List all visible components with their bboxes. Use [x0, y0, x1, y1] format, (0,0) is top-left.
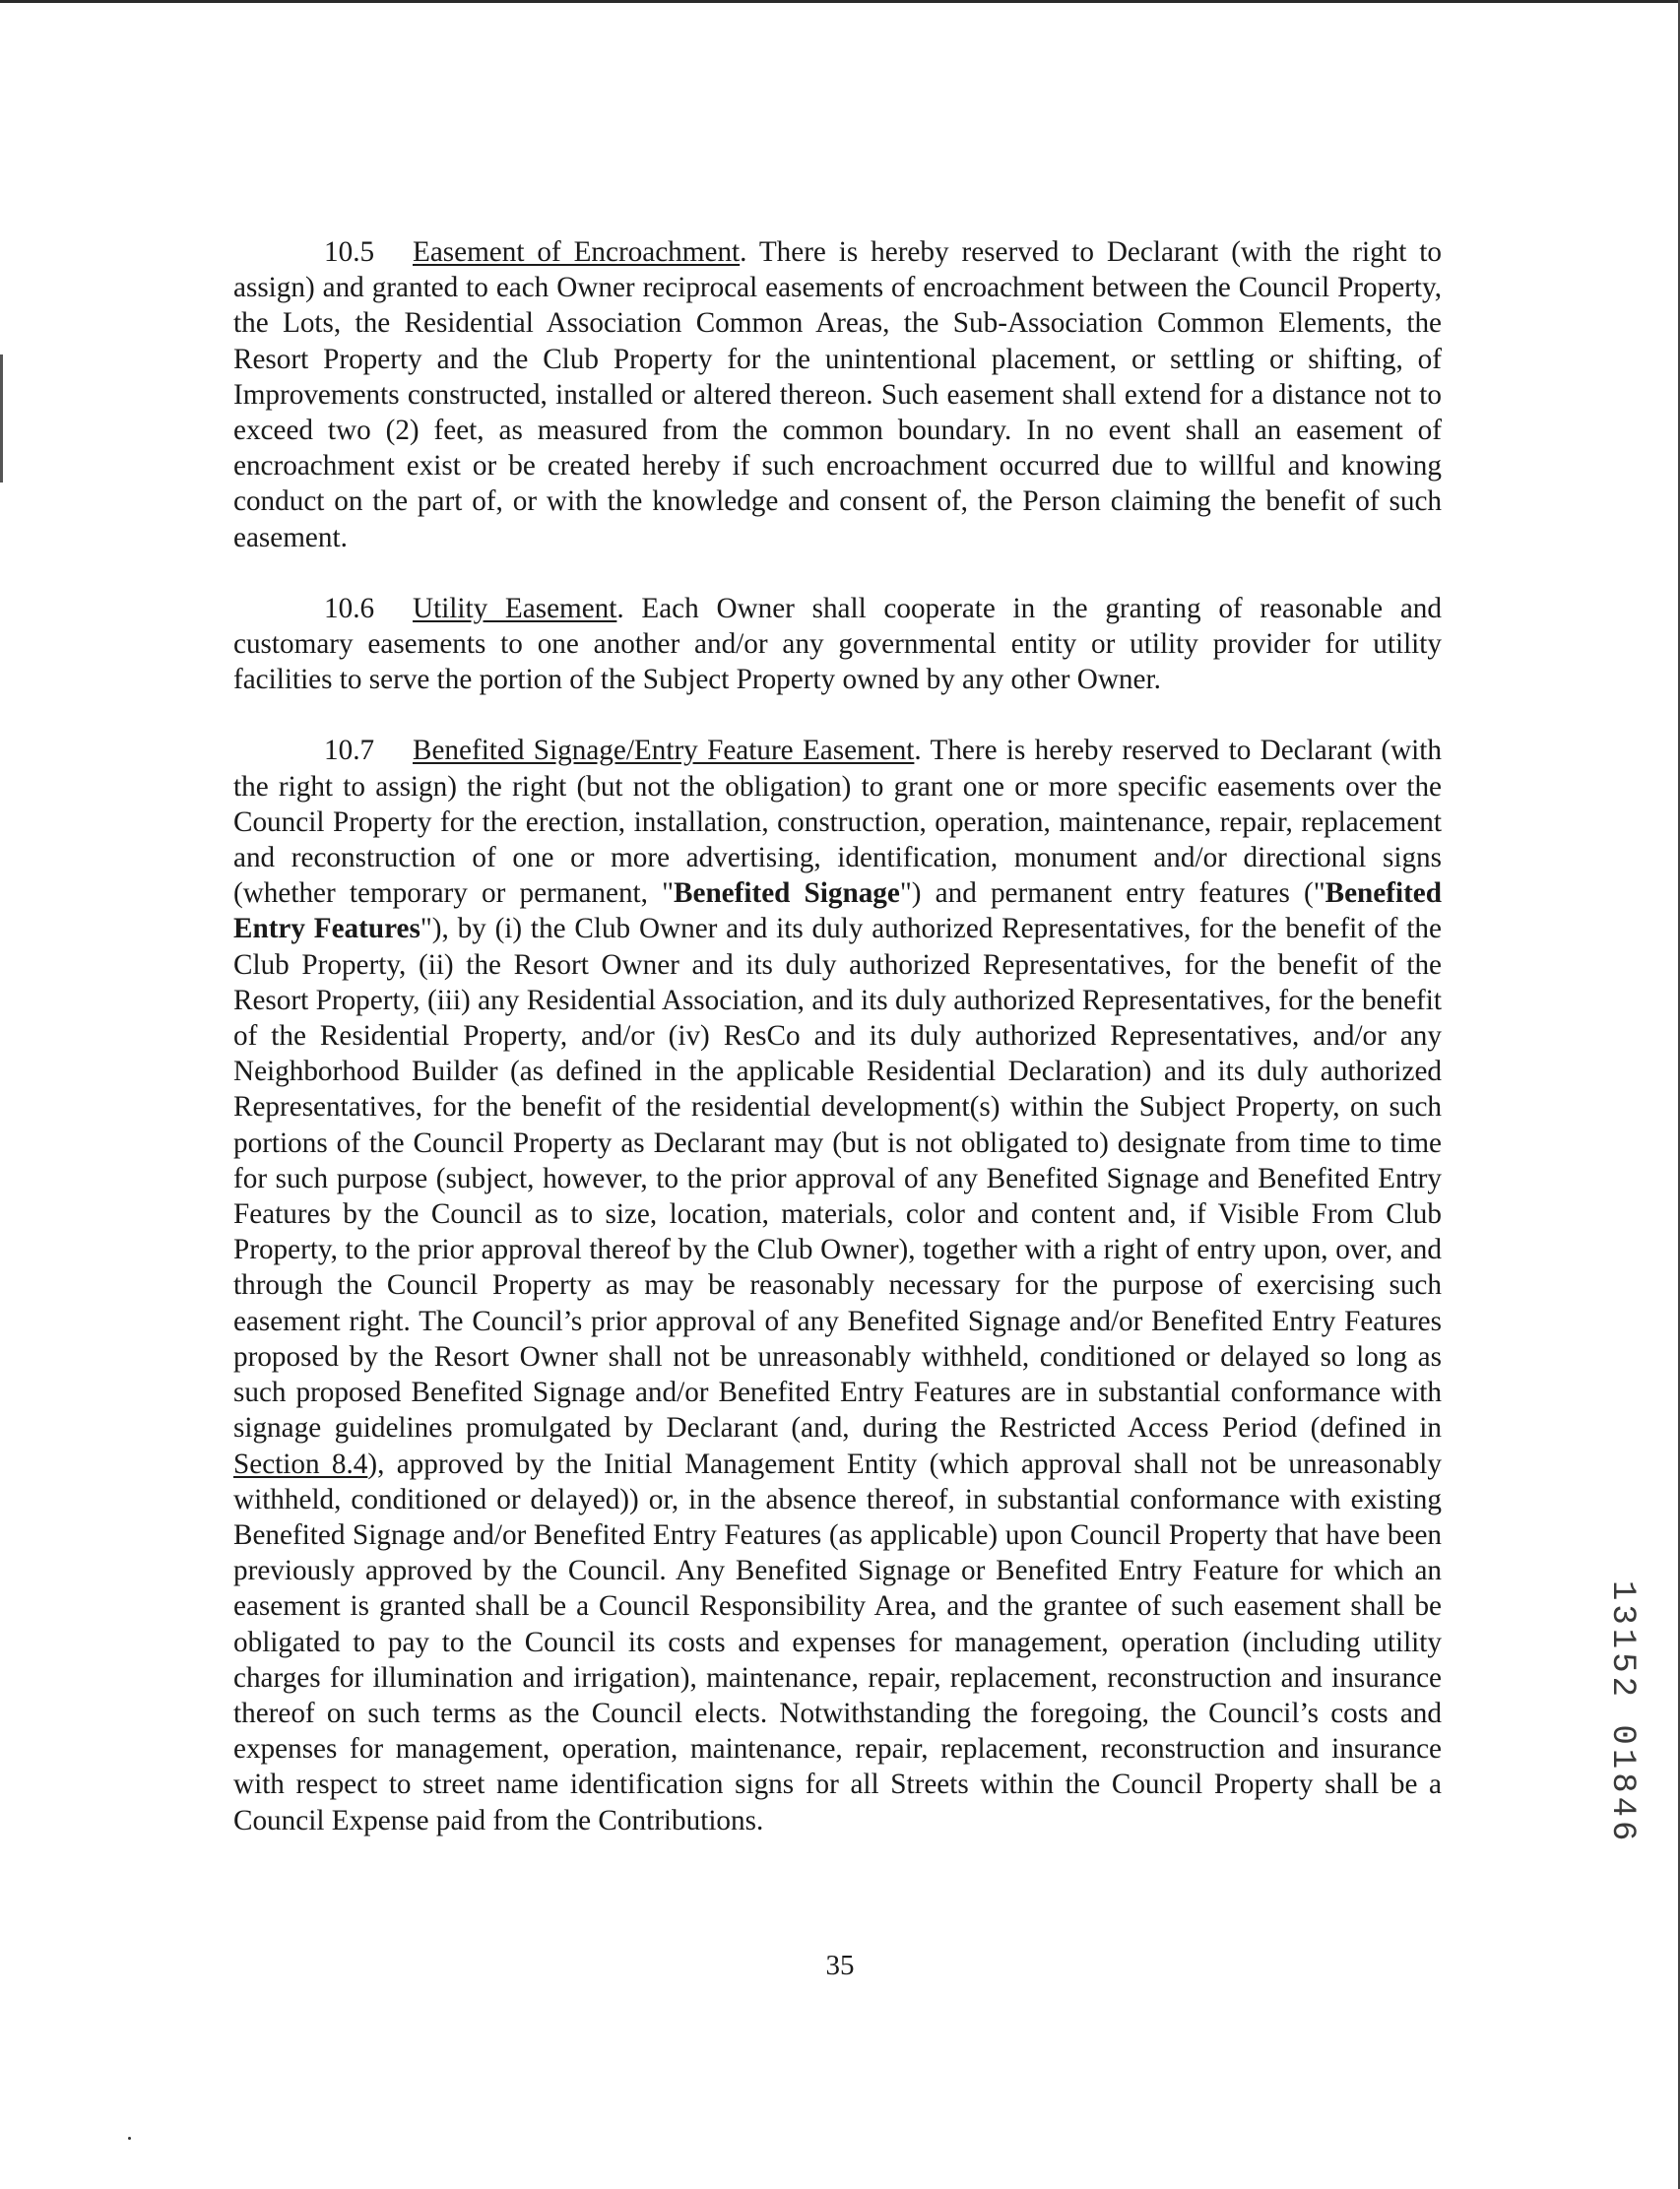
page-number: 35 — [825, 1950, 855, 1981]
section-text: ), approved by the Initial Management Entity (which approval shall not be unreasonably withheld, conditioned or delayed)) or, in the absence thereof, in substantial conformance with existing Benefited Signage and/or Benefited Entry Features (as applicable) upon Council Property that have been previously approved by the Council. Any Benefited Signage or Benefited Entry Feature for which an easement is granted shall be a Council Responsibility Area, and the grantee of such easement shall be obligated to pay to the Council its costs and expenses for management, operation (including utility charges for illumination and irrigation), maintenance, repair, replacement, reconstruction and insurance thereof on such terms as the Council elects. Notwithstanding the foregoing, the Council’s costs and expenses for management, operation, maintenance, repair, replacement, reconstruction and insurance with respect to street name identification signs for all Streets within the Council Property shall be a Council Expense paid from the Contributions. — [233, 1448, 1442, 1836]
section-text: . There is hereby reserved to Declarant (with the right to assign) the right (but not the obligation) to grant one or more specific easements over the Council Property for the erection, installation, construction, operation, maintenance, repair, replacement and reconstruction of one or more advertising, identification, monument and/or directional signs (whether temporary or permanent, " — [233, 735, 1442, 910]
section-text: "), by (i) the Club Owner and its duly authorized Representatives, for the benefit of the Club Property, (ii) the Resort Owner and its duly authorized Representatives, for the benefit of the Resort Property, (iii) any Residential Association, and its duly authorized Representatives, for the benefit of the Residential Property, and/or (iv) ResCo and its duly authorized Representatives, and/or any Neighborhood Builder (as defined in the applicable Residential Declaration) and its duly authorized Representatives, for the benefit of the residential development(s) within the Subject Property, on such portions of the Council Property as Declarant may (but is not obligated to) designate from time to time for such purpose (subject, however, to the prior approval of any Benefited Signage and Benefited Entry Features by the Council as to size, location, materials, color and content and, if Visible From Club Property, to the prior approval thereof by the Club Owner), together with a right of entry upon, over, and through the Council Property as may be reasonably necessary for the purpose of exercising such easement right. The Council’s prior approval of any Benefited Signage and/or Benefited Entry Features proposed by the Resort Owner shall not be unreasonably withheld, conditioned or delayed so long as such proposed Benefited Signage and/or Benefited Entry Features are in substantial conformance with signage guidelines promulgated by Declarant (and, during the Restricted Access Period (defined in — [233, 913, 1442, 1445]
section-10-5 — [233, 234, 1442, 555]
recording-stamp-text: 13152 01846 — [1603, 1580, 1641, 1845]
section-heading: Benefited Signage/Entry Feature Easement — [413, 735, 915, 767]
document-body — [233, 234, 1442, 1874]
section-number: 10.5 — [324, 236, 375, 268]
defined-term: Benefited Entry Features — [233, 877, 1442, 945]
section-heading: Easement of Encroachment — [413, 236, 741, 268]
section-heading: Utility Easement — [413, 592, 617, 624]
section-text: ") and permanent entry features (" — [899, 877, 1325, 910]
section-text: . Each Owner shall cooperate in the granting of reasonable and customary easements to one another and/or any governmental entity or utility provider for utility facilities to serve the portion of the Subject Property owned by any other Owner. — [233, 592, 1442, 696]
section-10-6 — [233, 591, 1442, 698]
scan-left-edge-mark — [0, 354, 3, 483]
section-text: . There is hereby reserved to Declarant (with the right to assign) and granted to each Owner reciprocal easements of encroachment between the Council Property, the Lots, the Residential Association Common Areas, the Sub-Association Common Elements, the Resort Property and the Club Property for the unintentional placement, or settling or shifting, of Improvements constructed, installed or altered thereon. Such easement shall extend for a distance not to exceed two (2) feet, as measured from the common boundary. In no event shall an easement of encroachment exist or be created hereby if such encroachment occurred due to willful and knowing conduct on the part of, or with the knowledge and consent of, the Person claiming the benefit of such easement. — [233, 236, 1443, 553]
scan-speck — [128, 2137, 131, 2140]
scan-top-edge — [0, 0, 1680, 3]
section-number: 10.6 — [324, 592, 375, 624]
section-10-7 — [233, 733, 1442, 1837]
section-reference: Section 8.4 — [233, 1448, 368, 1480]
section-number: 10.7 — [324, 735, 375, 767]
recording-stamp — [1603, 1580, 1647, 1856]
defined-term: Benefited Signage — [674, 877, 900, 910]
